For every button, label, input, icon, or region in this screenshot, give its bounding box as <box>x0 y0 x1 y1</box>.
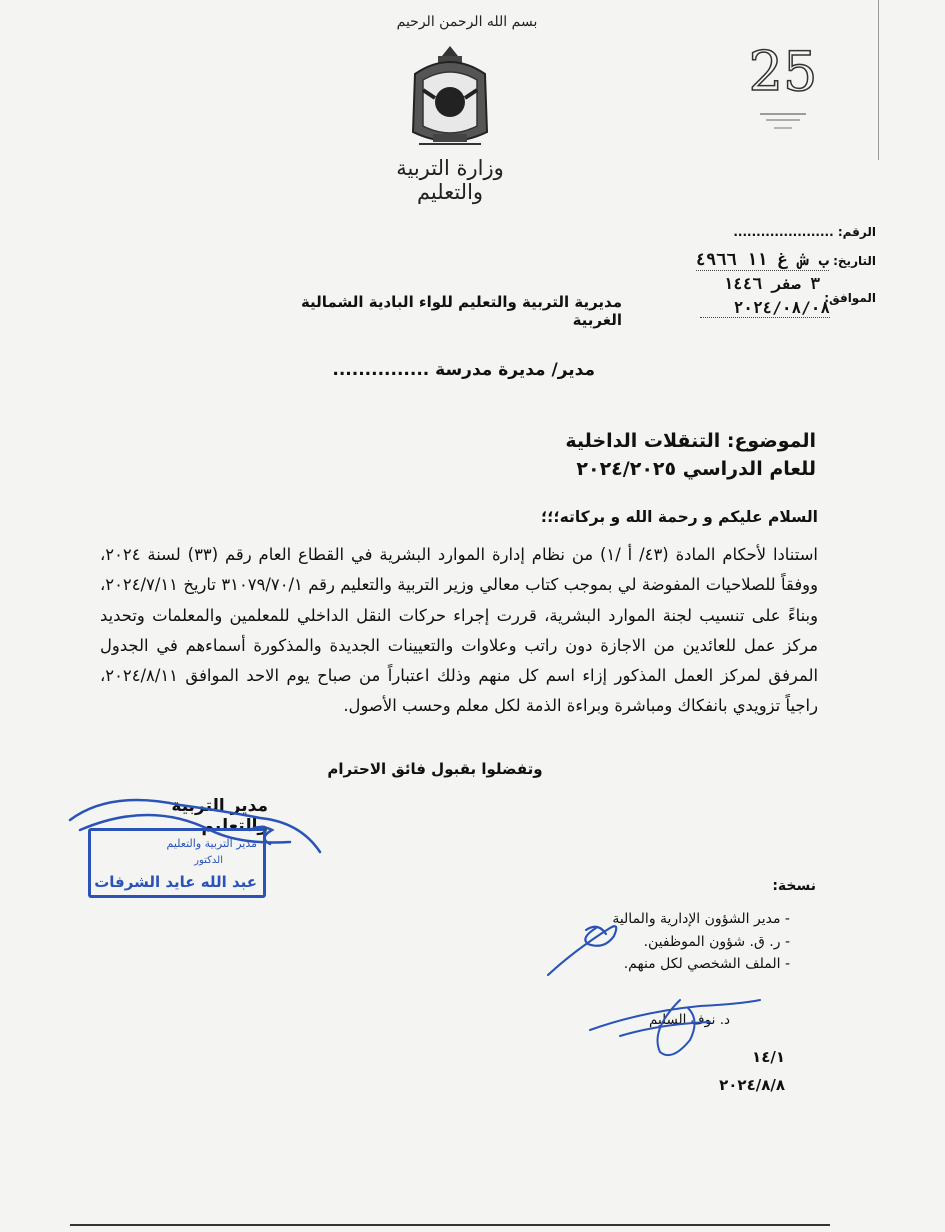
directorate-name: مديرية التربية والتعليم للواء البادية الشمالية الغربية <box>300 293 622 329</box>
subject-year: للعام الدراسي ٢٠٢٤/٢٠٢٥ <box>576 458 816 480</box>
anniversary-25-logo-icon <box>748 28 818 140</box>
subject-block <box>100 427 816 483</box>
header-divider <box>878 0 879 160</box>
corresponding-label: الموافق: <box>824 291 876 305</box>
number-label: الرقم: ...................... <box>733 225 876 239</box>
list-item: - الملف الشخصي لكل منهم. <box>623 956 790 972</box>
stamp-title: مدير التربية والتعليم <box>166 837 257 850</box>
reference-date: ٢٠٢٤/٨/٨ <box>719 1076 785 1094</box>
list-item: - مدير الشؤون الإدارية والمالية <box>612 911 790 927</box>
stamp-name: عبد الله عايد الشرفات <box>94 873 257 891</box>
addressee: مدير/ مديرة مدرسة ............... <box>332 360 595 380</box>
reference-number: ١٤/١ <box>752 1048 785 1066</box>
coat-of-arms-icon <box>405 40 495 158</box>
greeting: السلام عليكم و رحمة الله و بركاته؛؛؛ <box>541 508 818 526</box>
stamp-rank: الدكتور <box>194 855 223 866</box>
list-item: - ر. ق. شؤون الموظفين. <box>643 933 790 950</box>
signatory-title: مدير التربية والتعليم <box>171 796 268 836</box>
date-row <box>640 250 876 270</box>
date-label: التاريخ: <box>833 254 876 268</box>
ministry-name: وزارة التربية والتعليم <box>396 156 504 204</box>
letter-body: استنادا لأحكام المادة (٤٣/ أ /١) من نظام إدارة الموارد البشرية في القطاع العام رقم (٣٣) لسنة ٢٠٢٤، ووفقاً للصلاحيات المفوضة لي بموجب كتاب معالي وزير التربية والتعليم رقم ٣١٠٧٩/٧٠/١ تاريخ ٢٠٢٤/٧/١١، وبناءً على تنسيب لجنة الموارد البشرية، قررت إجراء حركات النقل الداخلي للمعلمين والمعلمات وتحديد مركز عمل للعائدين من الاجازة دون راتب وعلاوات والتعيينات الجديدة والمذكورة أسماءهم في الجدول المرفق لمركز العمل المذكور إزاء اسم كل منهم وذلك اعتباراً من صباح يوم الاحد الموافق ٢٠٢٤/٨/١١، راجياً تزويدي بانفكاك ومباشرة وبراءة الذمة لكل معلم وحسب الأصول. <box>100 545 818 716</box>
subject-title: الموضوع: التنقلات الداخلية <box>565 430 816 452</box>
hijri-date: ٣ صفر ١٤٤٦ <box>723 274 820 293</box>
bottom-rule <box>70 1224 830 1226</box>
copies-label: نسخة: <box>772 878 816 894</box>
gregorian-date: ٢٠٢٤/٠٨/٠٨ <box>700 298 830 318</box>
svg-text:25: 25 <box>748 40 818 103</box>
copies-list <box>420 908 790 976</box>
official-stamp <box>88 828 266 898</box>
date-value: ب ش غ ١١ ٤٩٦٦ <box>695 250 829 270</box>
basmala: بسم الله الرحمن الرحيم <box>396 14 538 30</box>
closing-line: وتفضلوا بقبول فائق الاحترام <box>327 760 543 778</box>
drafter-name: د. نوف السليم <box>648 1012 730 1028</box>
